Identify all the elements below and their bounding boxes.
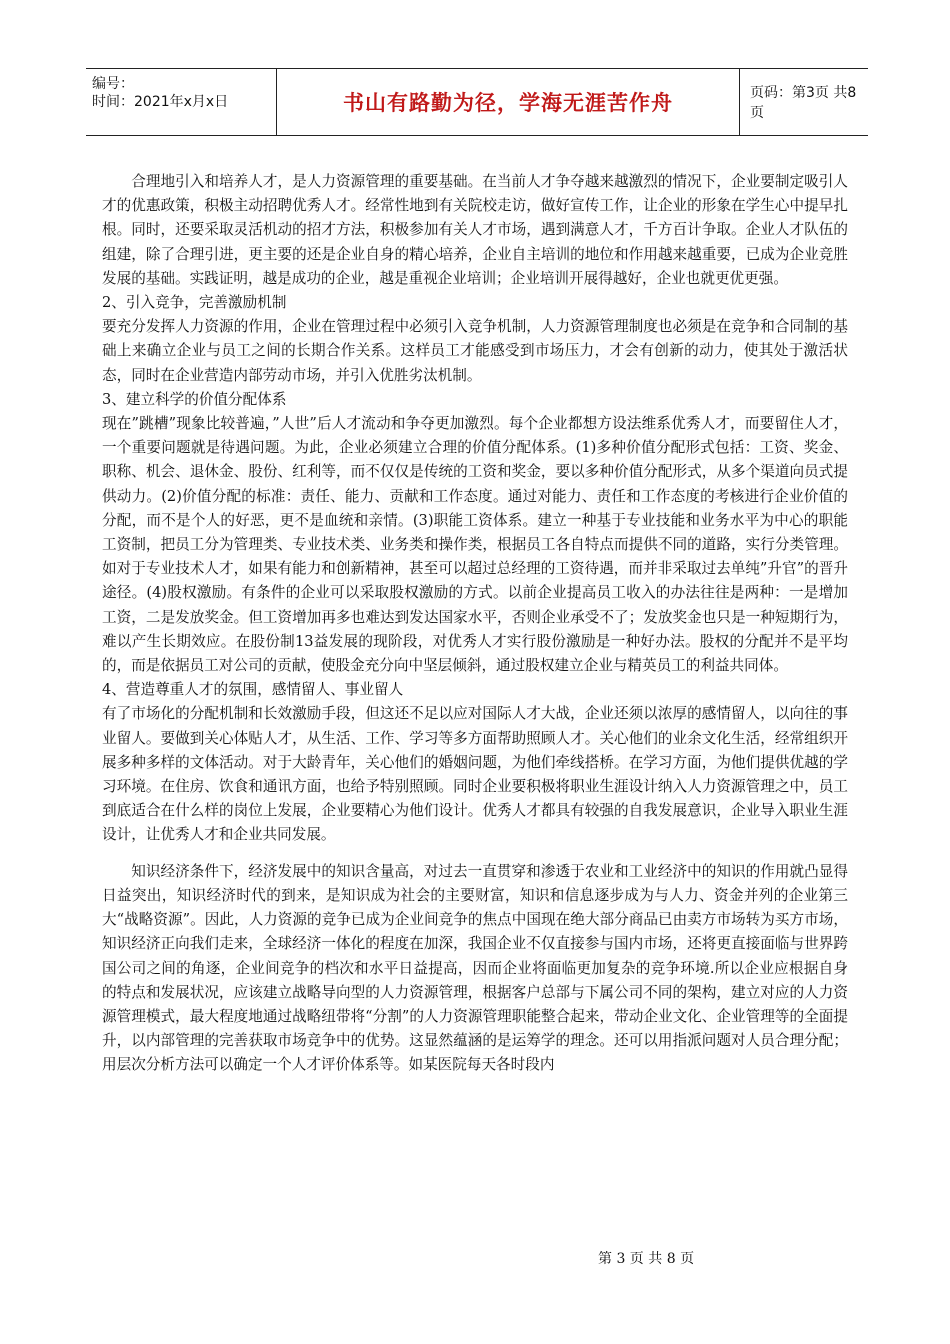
paragraph: 现在”跳槽”现象比较普遍，”人世”后人才流动和争夺更加激烈。每个企业都想方设法维系优秀人才，而要留住人才，一个重要问题就是待遇问题。为此，企业必须建立合理的价值分配体系。(1)多种价值分配形式包括：工资、奖金、职称、机会、退休金、股份、红利等，而不仅仅是传统的工资和奖金，要以多种价值分配形式，从多个渠道向员式提供动力。(2)价值分配的标准：责任、能力、贡献和工作态度。通过对能力、责任和工作态度的考核进行企业价值的分配，而不是个人的好恶，更不是血统和亲情。(3)职能工资体系。建立一种基于专业技能和业务水平为中心的职能工资制，把员工分为管理类、专业技术类、业务类和操作类，根据员工各自特点而提供不同的道路，实行分类管理。如对于专业技术人才，如果有能力和创新精神，甚至可以超过总经理的工资待遇，而并非采取过去单纯”升官”的晋升途径。(4)股权激励。有条件的企业可以采取股权激励的方式。以前企业提高员工收入的办法往往是两种：一是增加工资，二是发放奖金。但工资增加再多也难达到发达国家水平，否则企业承受不了；发放奖金也只是一种短期行为，难以产生长期效应。在股份制13益发展的现阶段，对优秀人才实行股份激励是一种好办法。股权的分配并不是平均的，而是依据员工对公司的贡献，使股金充分向中坚层倾斜，通过股权建立企业与精英员工的利益共同体。 [102, 415, 848, 675]
paragraph: 要充分发挥人力资源的作用，企业在管理过程中必须引入竞争机制，人力资源管理制度也必须是在竞争和合同制的基础上来确立企业与员工之间的长期合作关系。这样员工才能感受到市场压力，才会有创新的动力，使其处于激活状态，同时在企业营造内部劳动市场，并引入优胜劣汰机制。 [102, 318, 848, 384]
header-motto: 书山有路勤为径，学海无涯苦作舟 [343, 91, 673, 115]
paragraph: 知识经济条件下，经济发展中的知识含量高，对过去一直贯穿和渗透于农业和工业经济中的知识的作用就凸显得日益突出，知识经济时代的到来，是知识成为社会的主要财富，知识和信息逐步成为与人力、资金并列的企业第三大“战略资源”。因此，人力资源的竞争已成为企业间竞争的焦点中国现在绝大部分商品已由卖方市场转为买方市场，知识经济正向我们走来，全球经济一体化的程度在加深，我国企业不仅直接参与国内市场，还将更直接面临与世界跨国公司之间的角逐，企业间竞争的档次和水平日益提高，因而企业将面临更加复杂的竞争环境.所以企业应根据自身的特点和发展状况，应该建立战略导向型的人力资源管理，根据客户总部与下属公司不同的架构，建立对应的人力资源管理模式，最大程度地通过战略纽带将“分割”的人力资源管理职能整合起来，带动企业文化、企业管理等的全面提升，以内部管理的完善获取市场竞争中的优势。这显然蕴涵的是运筹学的理念。还可以用指派问题对人员合理分配；用层次分析方法可以确定一个人才评价体系等。如某医院每天各时段内 [102, 862, 848, 1074]
header-page-number: 页码：第3页 共8页 [750, 85, 857, 121]
section-heading: 2、引入竞争，完善激励机制 [102, 294, 287, 312]
document-time: 时间：2021年x月x日 [92, 94, 229, 110]
page-header [86, 68, 868, 136]
paragraph: 合理地引入和培养人才，是人力资源管理的重要基础。在当前人才争夺越来越激烈的情况下，企业要制定吸引人才的优惠政策，积极主动招聘优秀人才。经常性地到有关院校走访，做好宣传工作，让企业的形象在学生心中提早扎根。同时，还要采取灵活机动的招才方法，积极参加有关人才市场，遇到满意人才，千方百计争取。企业人才队伍的组建，除了合理引进，更主要的还是企业自身的精心培养，企业自主培训的地位和作用越来越重要，已成为企业竞胜发展的基础。实践证明，越是成功的企业，越是重视企业培训；企业培训开展得越好，企业也就更优更强。 [102, 173, 848, 287]
header-meta [86, 69, 276, 135]
document-body [102, 170, 848, 1078]
section-heading: 4、营造尊重人才的氛围，感情留人、事业留人 [102, 681, 404, 699]
paragraph: 有了市场化的分配机制和长效激励手段，但这还不足以应对国际人才大战，企业还须以浓厚的感情留人，以向往的事业留人。要做到关心体贴人才，从生活、工作、学习等多方面帮助照顾人才。关心他们的业余文化生活，经常组织开展多种多样的文体活动。对于大龄青年，关心他们的婚姻问题，为他们牵线搭桥。在学习方面，为他们提供优越的学习环境。在住房、饮食和通讯方面，也给予特别照顾。同时企业要积极将职业生涯设计纳入人力资源管理之中，员工到底适合在什么样的岗位上发展，企业要精心为他们设计。优秀人才都具有较强的自我发展意识，企业导入职业生涯设计，让优秀人才和企业共同发展。 [102, 705, 848, 844]
page-footer: 第 3 页 共 8 页 [598, 1251, 695, 1267]
section-heading: 3、建立科学的价值分配体系 [102, 390, 287, 408]
header-motto-cell [276, 69, 740, 135]
document-number: 编号： [92, 76, 134, 92]
